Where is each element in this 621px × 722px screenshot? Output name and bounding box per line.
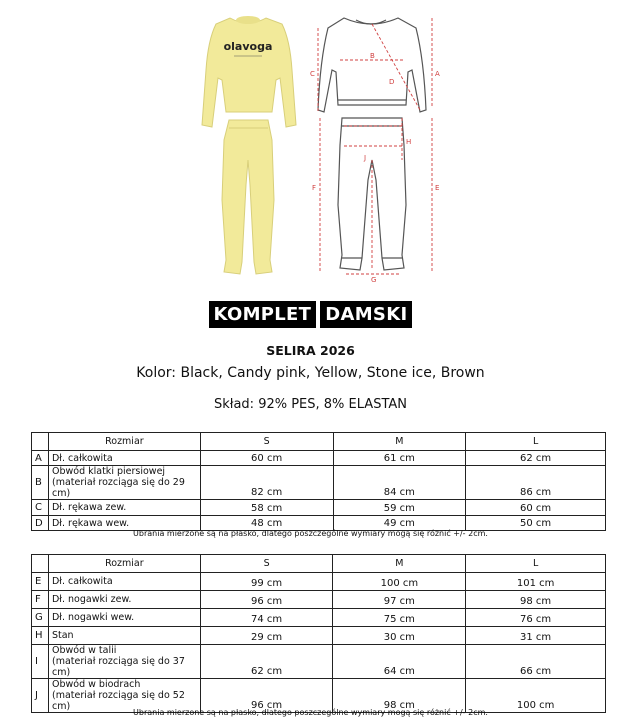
row-label: Dł. nogawki wew.: [48, 609, 200, 627]
value-s: 96 cm: [200, 591, 333, 609]
row-label-line2: (materiał rozciąga się do 29 cm): [51, 477, 185, 499]
row-key: J: [32, 679, 49, 713]
value-l: 66 cm: [466, 645, 606, 679]
letter-j: J: [364, 154, 367, 162]
value-m: 61 cm: [333, 451, 466, 466]
letter-d: D: [389, 78, 395, 86]
row-key: A: [32, 451, 49, 466]
value-s: 29 cm: [200, 627, 333, 645]
colors-line: Kolor: Black, Candy pink, Yellow, Stone ice, Brown: [136, 365, 485, 381]
value-s: 96 cm: [200, 679, 333, 713]
top-technical-drawing: [318, 18, 426, 112]
product-illustration: [0, 0, 621, 290]
table-row: [32, 451, 606, 466]
table-row: [32, 591, 606, 609]
table-header-row: [32, 555, 606, 573]
header-size-s: S: [200, 433, 333, 451]
row-label: Dł. nogawki zew.: [48, 591, 200, 609]
value-s: 48 cm: [200, 516, 333, 531]
value-m: 100 cm: [333, 573, 466, 591]
composition-line: Skład: 92% PES, 8% ELASTAN: [213, 397, 407, 412]
letter-c: C: [310, 70, 315, 78]
value-l: 50 cm: [466, 516, 606, 531]
letter-g: G: [371, 276, 377, 284]
measurement-lines: [318, 18, 432, 274]
row-label-line2: (materiał rozciąga się do 37 cm): [51, 656, 185, 678]
table-row: [32, 645, 606, 679]
table-header-row: [32, 433, 606, 451]
value-l: 76 cm: [466, 609, 606, 627]
measurement-letters: [310, 52, 440, 284]
row-label-line2: (materiał rozciąga się do 52 cm): [51, 690, 185, 712]
header-size-l: L: [466, 555, 606, 573]
letter-f: F: [312, 184, 317, 192]
row-label: Dł. rękawa zew.: [48, 500, 200, 516]
row-label: Dł. całkowita: [48, 573, 200, 591]
header-size-s: S: [200, 555, 333, 573]
header-size-label: Rozmiar: [48, 433, 200, 451]
row-label: Dł. rękawa wew.: [48, 516, 200, 531]
header-size-m: M: [333, 433, 466, 451]
value-l: 86 cm: [466, 466, 606, 500]
value-s: 62 cm: [200, 645, 333, 679]
letter-b: B: [370, 52, 375, 60]
value-s: 60 cm: [200, 451, 333, 466]
row-label: [48, 466, 200, 500]
row-label-line1: Obwód w talii: [51, 645, 117, 656]
row-key: I: [32, 645, 49, 679]
yellow-pants-photo: [222, 120, 274, 274]
value-l: 60 cm: [466, 500, 606, 516]
row-key: C: [32, 500, 49, 516]
row-key: F: [32, 591, 49, 609]
value-l: 98 cm: [466, 591, 606, 609]
value-s: 99 cm: [200, 573, 333, 591]
row-label-line1: Obwód w biodrach: [51, 679, 141, 690]
top-size-table: [31, 432, 606, 531]
value-s: 58 cm: [200, 500, 333, 516]
value-m: 64 cm: [333, 645, 466, 679]
row-key: D: [32, 516, 49, 531]
row-label: [48, 645, 200, 679]
header-key-cell: [32, 555, 49, 573]
value-m: 98 cm: [333, 679, 466, 713]
brand-print: olavoga: [223, 40, 273, 53]
product-figures: [0, 0, 621, 290]
letter-h: H: [406, 138, 412, 146]
table-row: [32, 609, 606, 627]
table-row: [32, 627, 606, 645]
row-key: G: [32, 609, 49, 627]
value-s: 82 cm: [200, 466, 333, 500]
value-s: 74 cm: [200, 609, 333, 627]
value-m: 49 cm: [333, 516, 466, 531]
row-key: E: [32, 573, 49, 591]
row-label-line1: Obwód klatki piersiowej: [51, 466, 166, 477]
row-key: H: [32, 627, 49, 645]
header-key-cell: [32, 433, 49, 451]
product-title: [0, 301, 621, 328]
row-label: Stan: [48, 627, 200, 645]
row-key: B: [32, 466, 49, 500]
header-size-label: Rozmiar: [48, 555, 200, 573]
value-l: 100 cm: [466, 679, 606, 713]
letter-a: A: [435, 70, 440, 78]
value-l: 31 cm: [466, 627, 606, 645]
table-row: [32, 573, 606, 591]
bottom-size-table: [31, 554, 606, 713]
value-l: 101 cm: [466, 573, 606, 591]
row-label: Dł. całkowita: [48, 451, 200, 466]
model-name: SELIRA 2026: [266, 343, 355, 358]
value-m: 75 cm: [333, 609, 466, 627]
table-row: [32, 466, 606, 500]
value-m: 59 cm: [333, 500, 466, 516]
measurement-note-top: Ubrania mierzone są na płasko, dlatego poszczególne wymiary mogą się różnić +/- 2cm.: [133, 529, 488, 538]
letter-e: E: [435, 184, 440, 192]
title-word-1: KOMPLET: [209, 301, 317, 328]
title-word-2: DAMSKI: [320, 301, 412, 328]
table-row: [32, 500, 606, 516]
value-l: 62 cm: [466, 451, 606, 466]
yellow-top-photo: [202, 16, 296, 127]
measurement-note-bottom: Ubrania mierzone są na płasko, dlatego poszczególne wymiary mogą się różnić +/- 2cm.: [133, 708, 488, 717]
value-m: 84 cm: [333, 466, 466, 500]
value-m: 30 cm: [333, 627, 466, 645]
value-m: 97 cm: [333, 591, 466, 609]
header-size-m: M: [333, 555, 466, 573]
header-size-l: L: [466, 433, 606, 451]
